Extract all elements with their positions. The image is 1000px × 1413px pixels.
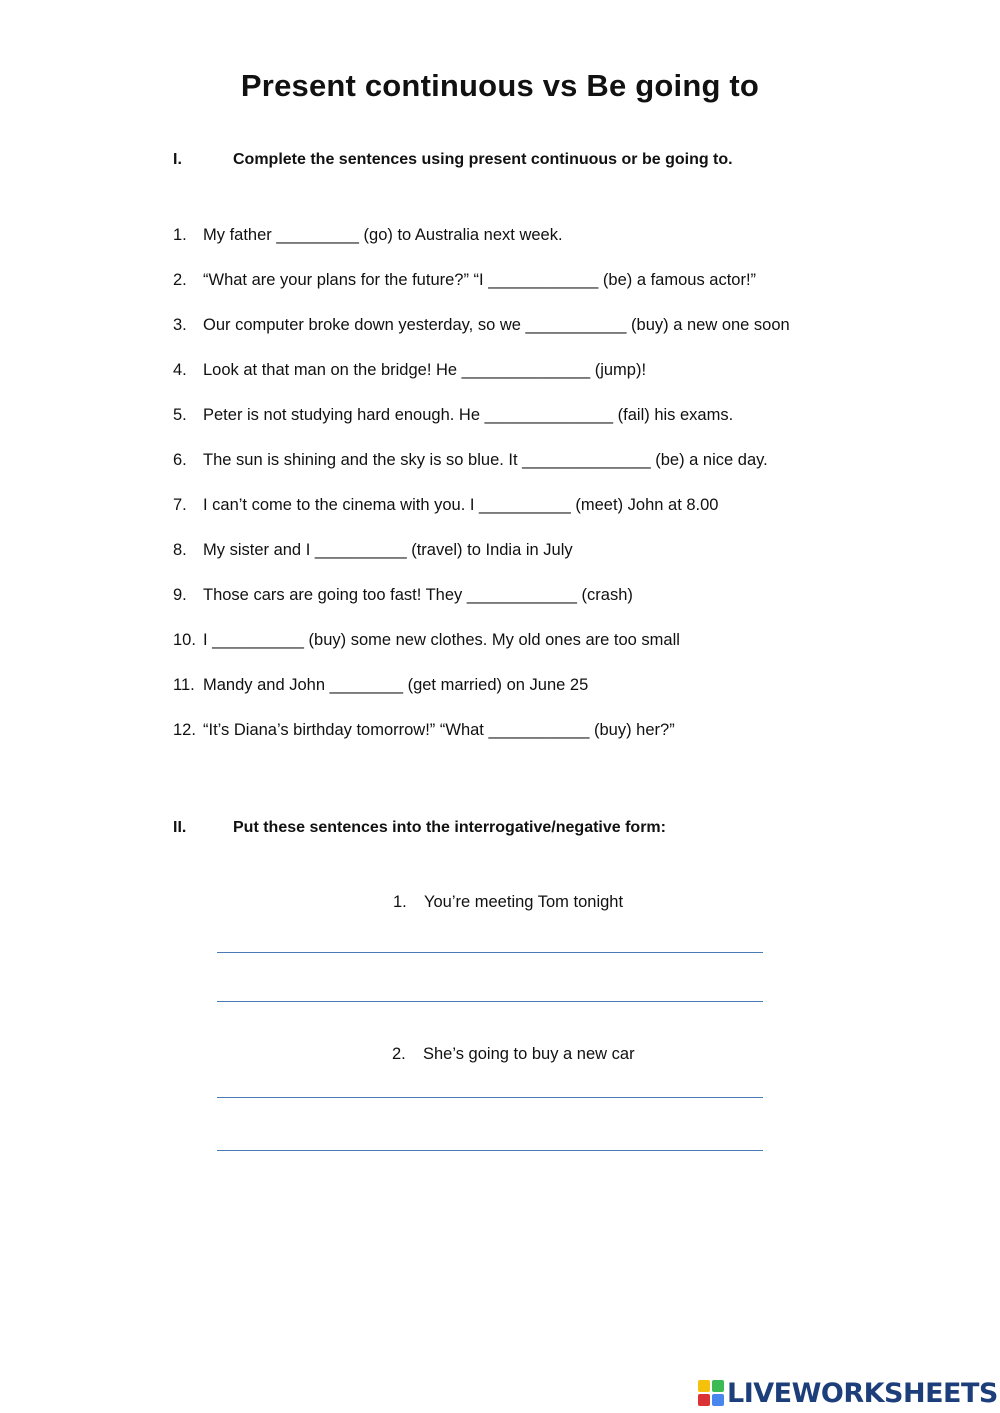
- question-item: 2. “What are your plans for the future?” “I ____________ (be) a famous actor!”: [173, 271, 757, 289]
- question-text: Peter is not studying hard enough. He ______________ (fail) his exams.: [203, 406, 734, 424]
- question-item: 6. The sun is shining and the sky is so blue. It ______________ (be) a nice day.: [173, 451, 768, 469]
- logo-text: LIVEWORKSHEETS: [727, 1377, 998, 1409]
- section-1-heading: [173, 151, 733, 169]
- question-item: 8. My sister and I __________ (travel) to India in July: [173, 541, 573, 559]
- question-text: My father _________ (go) to Australia next week.: [203, 226, 563, 244]
- question-item: 9. Those cars are going too fast! They ____________ (crash): [173, 586, 633, 604]
- section-1-instruction: Complete the sentences using present continuous or be going to.: [233, 151, 733, 168]
- question-text: Our computer broke down yesterday, so we ___________ (buy) a new one soon: [203, 316, 790, 334]
- answer-line[interactable]: [217, 952, 763, 953]
- question-text: Mandy and John ________ (get married) on June 25: [203, 676, 589, 694]
- question-item: 10. I __________ (buy) some new clothes. My old ones are too small: [173, 631, 680, 649]
- question-text: I __________ (buy) some new clothes. My old ones are too small: [203, 631, 680, 649]
- question-item: 5. Peter is not studying hard enough. He ______________ (fail) his exams.: [173, 406, 734, 424]
- question-text: My sister and I __________ (travel) to India in July: [203, 541, 573, 559]
- transform-item: 2. She’s going to buy a new car: [392, 1045, 635, 1063]
- question-text: “It’s Diana’s birthday tomorrow!” “What ___________ (buy) her?”: [203, 721, 675, 739]
- question-text: Those cars are going too fast! They ____________ (crash): [203, 586, 633, 604]
- section-2-number: II.: [173, 819, 187, 836]
- transform-item: 1. You’re meeting Tom tonight: [393, 893, 624, 911]
- question-item: 12. “It’s Diana’s birthday tomorrow!” “What ___________ (buy) her?”: [173, 721, 675, 739]
- answer-line[interactable]: [217, 1150, 763, 1151]
- section-2-instruction: Put these sentences into the interrogative/negative form:: [233, 819, 666, 836]
- question-item: 1. My father _________ (go) to Australia next week.: [173, 226, 563, 244]
- answer-line[interactable]: [217, 1001, 763, 1002]
- question-item: 11. Mandy and John ________ (get married) on June 25: [173, 676, 589, 694]
- question-item: 3. Our computer broke down yesterday, so we ___________ (buy) a new one soon: [173, 316, 790, 334]
- question-item: 4. Look at that man on the bridge! He ______________ (jump)!: [173, 361, 647, 379]
- question-text: Look at that man on the bridge! He ______________ (jump)!: [203, 361, 647, 379]
- question-text: The sun is shining and the sky is so blue. It ______________ (be) a nice day.: [203, 451, 768, 469]
- answer-line[interactable]: [217, 1097, 763, 1098]
- transform-sentence: You’re meeting Tom tonight: [424, 893, 624, 911]
- logo-icon: [698, 1380, 724, 1406]
- question-item: 7. I can’t come to the cinema with you. I __________ (meet) John at 8.00: [173, 496, 719, 514]
- section-1-number: I.: [173, 151, 182, 168]
- section-2-heading: [173, 819, 666, 837]
- transform-sentence: She’s going to buy a new car: [423, 1045, 635, 1063]
- question-text: “What are your plans for the future?” “I ____________ (be) a famous actor!”: [203, 271, 757, 289]
- question-text: I can’t come to the cinema with you. I __________ (meet) John at 8.00: [203, 496, 719, 514]
- page-title: Present continuous vs Be going to: [240, 68, 760, 103]
- liveworksheets-logo: [698, 1377, 998, 1409]
